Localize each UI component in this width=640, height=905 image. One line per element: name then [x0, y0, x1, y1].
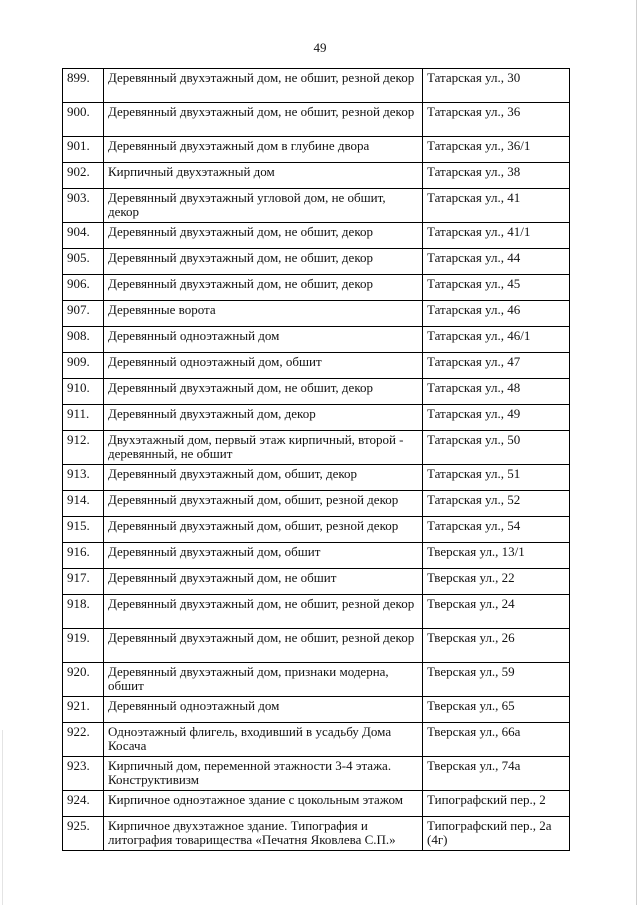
address-cell: Типографский пер., 2а (4г)	[423, 817, 570, 851]
description-cell: Деревянный двухэтажный дом, признаки модерна, обшит	[104, 663, 423, 697]
table-row	[63, 69, 570, 103]
address-cell: Тверская ул., 26	[423, 629, 570, 663]
address-cell: Татарская ул., 38	[423, 163, 570, 189]
address-cell: Тверская ул., 13/1	[423, 543, 570, 569]
address-cell: Татарская ул., 47	[423, 353, 570, 379]
table-row	[63, 353, 570, 379]
row-number-cell: 917.	[63, 569, 104, 595]
description-cell: Деревянный двухэтажный дом в глубине двора	[104, 137, 423, 163]
description-cell: Двухэтажный дом, первый этаж кирпичный, второй - деревянный, не обшит	[104, 431, 423, 465]
address-cell: Татарская ул., 36	[423, 103, 570, 137]
description-cell: Деревянный двухэтажный дом, не обшит, декор	[104, 379, 423, 405]
address-cell: Татарская ул., 51	[423, 465, 570, 491]
table-row	[63, 249, 570, 275]
description-cell: Кирпичное одноэтажное здание с цокольным этажом	[104, 791, 423, 817]
table-row	[63, 757, 570, 791]
row-number-cell: 914.	[63, 491, 104, 517]
row-number-cell: 925.	[63, 817, 104, 851]
row-number-cell: 907.	[63, 301, 104, 327]
description-cell: Кирпичный двухэтажный дом	[104, 163, 423, 189]
table-row	[63, 817, 570, 851]
description-cell: Деревянный двухэтажный дом, обшит	[104, 543, 423, 569]
row-number-cell: 912.	[63, 431, 104, 465]
description-cell: Деревянный двухэтажный дом, не обшит, резной декор	[104, 629, 423, 663]
row-number-cell: 904.	[63, 223, 104, 249]
description-cell: Деревянный двухэтажный дом, не обшит, декор	[104, 275, 423, 301]
description-cell: Деревянный двухэтажный дом, не обшит, резной декор	[104, 103, 423, 137]
address-cell: Татарская ул., 50	[423, 431, 570, 465]
address-cell: Тверская ул., 22	[423, 569, 570, 595]
description-cell: Деревянные ворота	[104, 301, 423, 327]
address-cell: Татарская ул., 45	[423, 275, 570, 301]
page-number: 49	[313, 40, 327, 55]
address-cell: Татарская ул., 30	[423, 69, 570, 103]
row-number-cell: 913.	[63, 465, 104, 491]
description-cell: Деревянный двухэтажный дом, не обшит	[104, 569, 423, 595]
table-row	[63, 223, 570, 249]
address-cell: Татарская ул., 54	[423, 517, 570, 543]
heritage-registry-table	[62, 68, 570, 851]
address-cell: Тверская ул., 74а	[423, 757, 570, 791]
description-cell: Кирпичный дом, переменной этажности 3-4 этажа. Конструктивизм	[104, 757, 423, 791]
address-cell: Татарская ул., 52	[423, 491, 570, 517]
description-cell: Деревянный двухэтажный угловой дом, не обшит, декор	[104, 189, 423, 223]
table-row	[63, 491, 570, 517]
address-cell: Тверская ул., 59	[423, 663, 570, 697]
table-row	[63, 103, 570, 137]
row-number-cell: 916.	[63, 543, 104, 569]
table-row	[63, 189, 570, 223]
scan-edge-left	[2, 730, 3, 905]
row-number-cell: 902.	[63, 163, 104, 189]
description-cell: Деревянный одноэтажный дом	[104, 327, 423, 353]
address-cell: Татарская ул., 46/1	[423, 327, 570, 353]
row-number-cell: 899.	[63, 69, 104, 103]
row-number-cell: 905.	[63, 249, 104, 275]
table-row	[63, 723, 570, 757]
scan-edge	[636, 0, 637, 905]
table-row	[63, 327, 570, 353]
description-cell: Кирпичное двухэтажное здание. Типография и литография товарищества «Печатня Яковлева С.П.»	[104, 817, 423, 851]
row-number-cell: 922.	[63, 723, 104, 757]
row-number-cell: 903.	[63, 189, 104, 223]
description-cell: Деревянный одноэтажный дом	[104, 697, 423, 723]
table-row	[63, 595, 570, 629]
table-row	[63, 405, 570, 431]
description-cell: Деревянный двухэтажный дом, обшит, декор	[104, 465, 423, 491]
address-cell: Татарская ул., 48	[423, 379, 570, 405]
address-cell: Татарская ул., 49	[423, 405, 570, 431]
row-number-cell: 910.	[63, 379, 104, 405]
table-row	[63, 465, 570, 491]
table-row	[63, 629, 570, 663]
address-cell: Тверская ул., 65	[423, 697, 570, 723]
table-row	[63, 163, 570, 189]
address-cell: Тверская ул., 24	[423, 595, 570, 629]
table-row	[63, 137, 570, 163]
address-cell: Типографский пер., 2	[423, 791, 570, 817]
row-number-cell: 906.	[63, 275, 104, 301]
description-cell: Деревянный двухэтажный дом, не обшит, декор	[104, 223, 423, 249]
row-number-cell: 923.	[63, 757, 104, 791]
table-row	[63, 663, 570, 697]
description-cell: Деревянный двухэтажный дом, обшит, резной декор	[104, 517, 423, 543]
address-cell: Татарская ул., 44	[423, 249, 570, 275]
table-row	[63, 517, 570, 543]
row-number-cell: 909.	[63, 353, 104, 379]
description-cell: Деревянный одноэтажный дом, обшит	[104, 353, 423, 379]
row-number-cell: 919.	[63, 629, 104, 663]
row-number-cell: 918.	[63, 595, 104, 629]
row-number-cell: 920.	[63, 663, 104, 697]
description-cell: Деревянный двухэтажный дом, обшит, резной декор	[104, 491, 423, 517]
description-cell: Одноэтажный флигель, входивший в усадьбу Дома Косача	[104, 723, 423, 757]
table-row	[63, 431, 570, 465]
address-cell: Тверская ул., 66а	[423, 723, 570, 757]
table-row	[63, 543, 570, 569]
row-number-cell: 921.	[63, 697, 104, 723]
table-row	[63, 697, 570, 723]
description-cell: Деревянный двухэтажный дом, декор	[104, 405, 423, 431]
table-row	[63, 301, 570, 327]
description-cell: Деревянный двухэтажный дом, не обшит, декор	[104, 249, 423, 275]
row-number-cell: 924.	[63, 791, 104, 817]
row-number-cell: 908.	[63, 327, 104, 353]
row-number-cell: 915.	[63, 517, 104, 543]
row-number-cell: 911.	[63, 405, 104, 431]
address-cell: Татарская ул., 41	[423, 189, 570, 223]
description-cell: Деревянный двухэтажный дом, не обшит, резной декор	[104, 595, 423, 629]
description-cell: Деревянный двухэтажный дом, не обшит, резной декор	[104, 69, 423, 103]
address-cell: Татарская ул., 46	[423, 301, 570, 327]
row-number-cell: 900.	[63, 103, 104, 137]
table-body	[63, 69, 570, 851]
table-row	[63, 275, 570, 301]
row-number-cell: 901.	[63, 137, 104, 163]
table-row	[63, 569, 570, 595]
address-cell: Татарская ул., 36/1	[423, 137, 570, 163]
table-row	[63, 791, 570, 817]
address-cell: Татарская ул., 41/1	[423, 223, 570, 249]
table-row	[63, 379, 570, 405]
